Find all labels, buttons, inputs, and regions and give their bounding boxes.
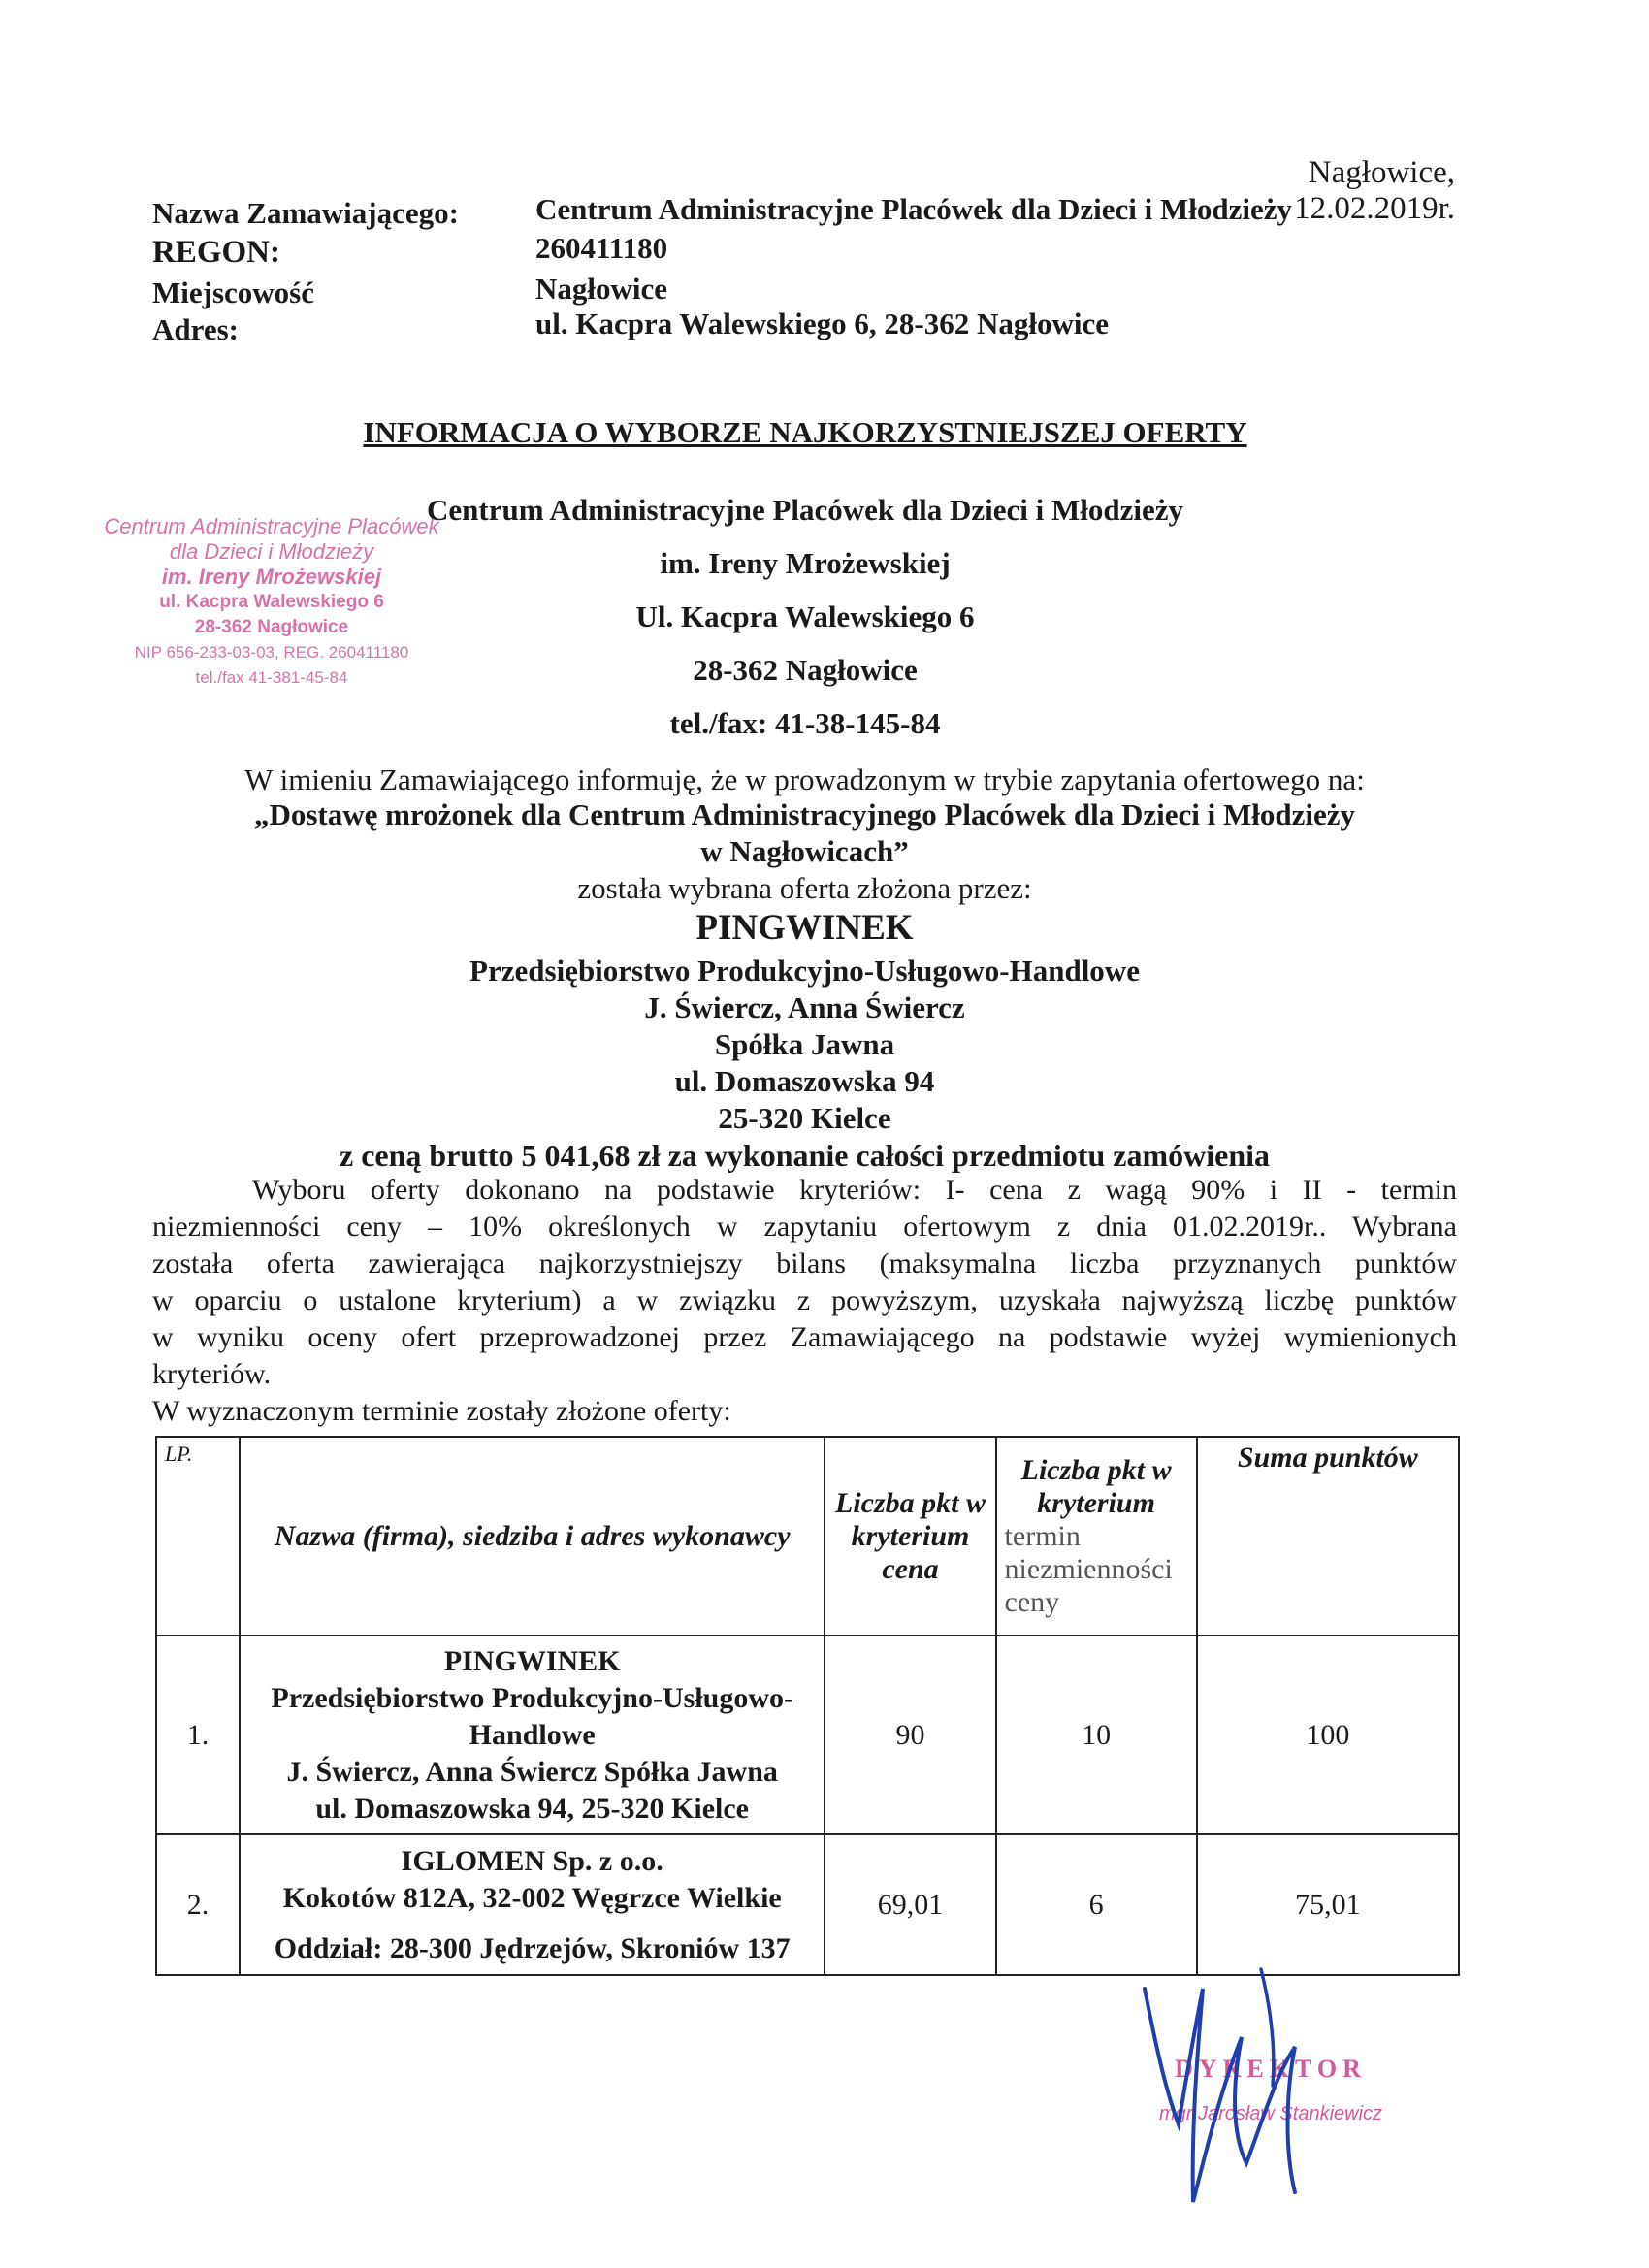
signature-name: mgr Jarosław Stankiewicz <box>1158 2103 1383 2124</box>
offers-intro: W wyznaczonym terminie zostały złożone oferty: <box>152 1395 731 1427</box>
handwritten-signature <box>1086 1930 1397 2221</box>
winner-line: 25-320 Kielce <box>718 1101 891 1135</box>
header-label-ordering-party: Nazwa Zamawiającego: <box>152 196 459 230</box>
table-row <box>156 1636 1459 1834</box>
contractor-line: ul. Domaszowska 94, 25-320 Kielce <box>315 1792 749 1825</box>
row-price-points: 90 <box>824 1636 995 1834</box>
paragraph-line: została oferta zawierająca najkorzystniejszy bilans (maksymalna liczba przyznanych punktów <box>152 1247 1457 1280</box>
stamp-line: ul. Kacpra Walewskiego 6 <box>159 592 384 612</box>
winner-line: Przedsiębiorstwo Produkcyjno-Usługowo-Handlowe <box>469 954 1140 988</box>
subject-line-2: w Nagłowicach” <box>700 834 909 868</box>
row-contractor <box>240 1834 825 1975</box>
signature-title: DYREKTOR <box>1175 2055 1367 2083</box>
header-value-locality: Nagłowice <box>535 272 668 306</box>
contractor-line: IGLOMEN Sp. z o.o. <box>401 1844 663 1877</box>
header-label-regon: REGON: <box>152 235 280 270</box>
table-header-row <box>156 1437 1459 1636</box>
header-term-points-sub: termin niezmienności ceny <box>1004 1519 1173 1618</box>
contractor-line: Oddział: 28-300 Jędrzejów, Skroniów 137 <box>274 1931 791 1964</box>
header-value-address: ul. Kacpra Walewskiego 6, 28-362 Nagłowice <box>535 307 1109 340</box>
header-lp: LP. <box>156 1437 240 1636</box>
stamp-line: tel./fax 41-381-45-84 <box>195 668 348 687</box>
contractor-line: J. Świercz, Anna Świercz Spółka Jawna <box>286 1755 778 1788</box>
row-contractor <box>240 1636 825 1834</box>
offers-table <box>155 1436 1460 1976</box>
entity-city: 28-362 Nagłowice <box>693 653 918 687</box>
winner-line: J. Świercz, Anna Świercz <box>644 990 965 1024</box>
row-term-points: 10 <box>996 1636 1197 1834</box>
row-price-points: 69,01 <box>824 1834 995 1975</box>
header-value-ordering-party: Centrum Administracyjne Placówek dla Dzieci i Młodzieży <box>535 192 1293 226</box>
stamp-line: im. Ireny Mrożewskiej <box>161 565 382 589</box>
paragraph-line: w wyniku oceny ofert przeprowadzonej przez Zamawiającego na podstawie wyżej wymienionych <box>152 1321 1457 1353</box>
contractor-line: Kokotów 812A, 32-002 Węgrzce Wielkie <box>282 1881 782 1914</box>
subject-line-1: „Dostawę mrożonek dla Centrum Administracyjnego Placówek dla Dzieci i Młodzieży <box>253 797 1356 831</box>
paragraph-line: Wyboru oferty dokonano na podstawie kryteriów: I- cena z wagą 90% i II - termin <box>252 1174 1457 1206</box>
intro-text: W imieniu Zamawiającego informuję, że w prowadzonym w trybie zapytania ofertowego na: <box>244 762 1365 796</box>
winner-name: PINGWINEK <box>695 908 914 948</box>
header-term-points-main: Liczba pkt w kryterium <box>1020 1453 1172 1519</box>
price-line: z ceną brutto 5 041,68 zł za wykonanie całości przedmiotu zamówienia <box>340 1138 1270 1173</box>
paragraph-line: w oparciu o ustalone kryterium) a w związku z powyższym, uzyskała najwyższą liczbę punktów <box>152 1284 1457 1316</box>
header-sum: Suma punktów <box>1197 1437 1459 1636</box>
entity-phone: tel./fax: 41-38-145-84 <box>669 706 941 740</box>
entity-street: Ul. Kacpra Walewskiego 6 <box>635 599 975 633</box>
header-term-points <box>996 1437 1197 1636</box>
header-price-points: Liczba pkt w kryterium cena <box>824 1437 995 1636</box>
stamp-line: Centrum Administracyjne Placówek <box>104 514 439 538</box>
document-date: Nagłowice, 12.02.2019r. <box>1294 155 1455 226</box>
entity-name: Centrum Administracyjne Placówek dla Dzieci i Młodzieży <box>426 493 1184 527</box>
document-title: INFORMACJA O WYBORZE NAJKORZYSTNIEJSZEJ OFERTY <box>363 415 1247 449</box>
row-lp: 1. <box>156 1636 240 1834</box>
row-term-points: 6 <box>996 1834 1197 1975</box>
paragraph-line: kryteriów. <box>152 1358 272 1390</box>
stamp-line: 28-362 Nagłowice <box>194 617 349 637</box>
winner-line: ul. Domaszowska 94 <box>674 1064 935 1098</box>
stamp-line: NIP 656-233-03-03, REG. 260411180 <box>134 643 409 662</box>
entity-patron: im. Ireny Mrożewskiej <box>660 546 951 580</box>
stamp-line: dla Dzieci i Młodzieży <box>169 539 374 564</box>
header-label-locality: Miejscowość <box>152 275 314 309</box>
row-sum: 75,01 <box>1197 1834 1459 1975</box>
paragraph-line: niezmienności ceny – 10% określonych w zapytaniu ofertowym z dnia 01.02.2019r.. Wybrana <box>152 1211 1457 1243</box>
header-value-regon: 260411180 <box>535 231 668 265</box>
winner-line: Spółka Jawna <box>714 1027 895 1061</box>
contractor-line: PINGWINEK <box>443 1644 621 1677</box>
chosen-intro: została wybrana oferta złożona przez: <box>577 871 1032 905</box>
header-label-address: Adres: <box>152 312 239 346</box>
contractor-line: Przedsiębiorstwo Produkcyjno-Usługowo-Handlowe <box>271 1681 793 1751</box>
row-lp: 2. <box>156 1834 240 1975</box>
header-contractor: Nazwa (firma), siedziba i adres wykonawcy <box>240 1437 825 1636</box>
row-sum: 100 <box>1197 1636 1459 1834</box>
